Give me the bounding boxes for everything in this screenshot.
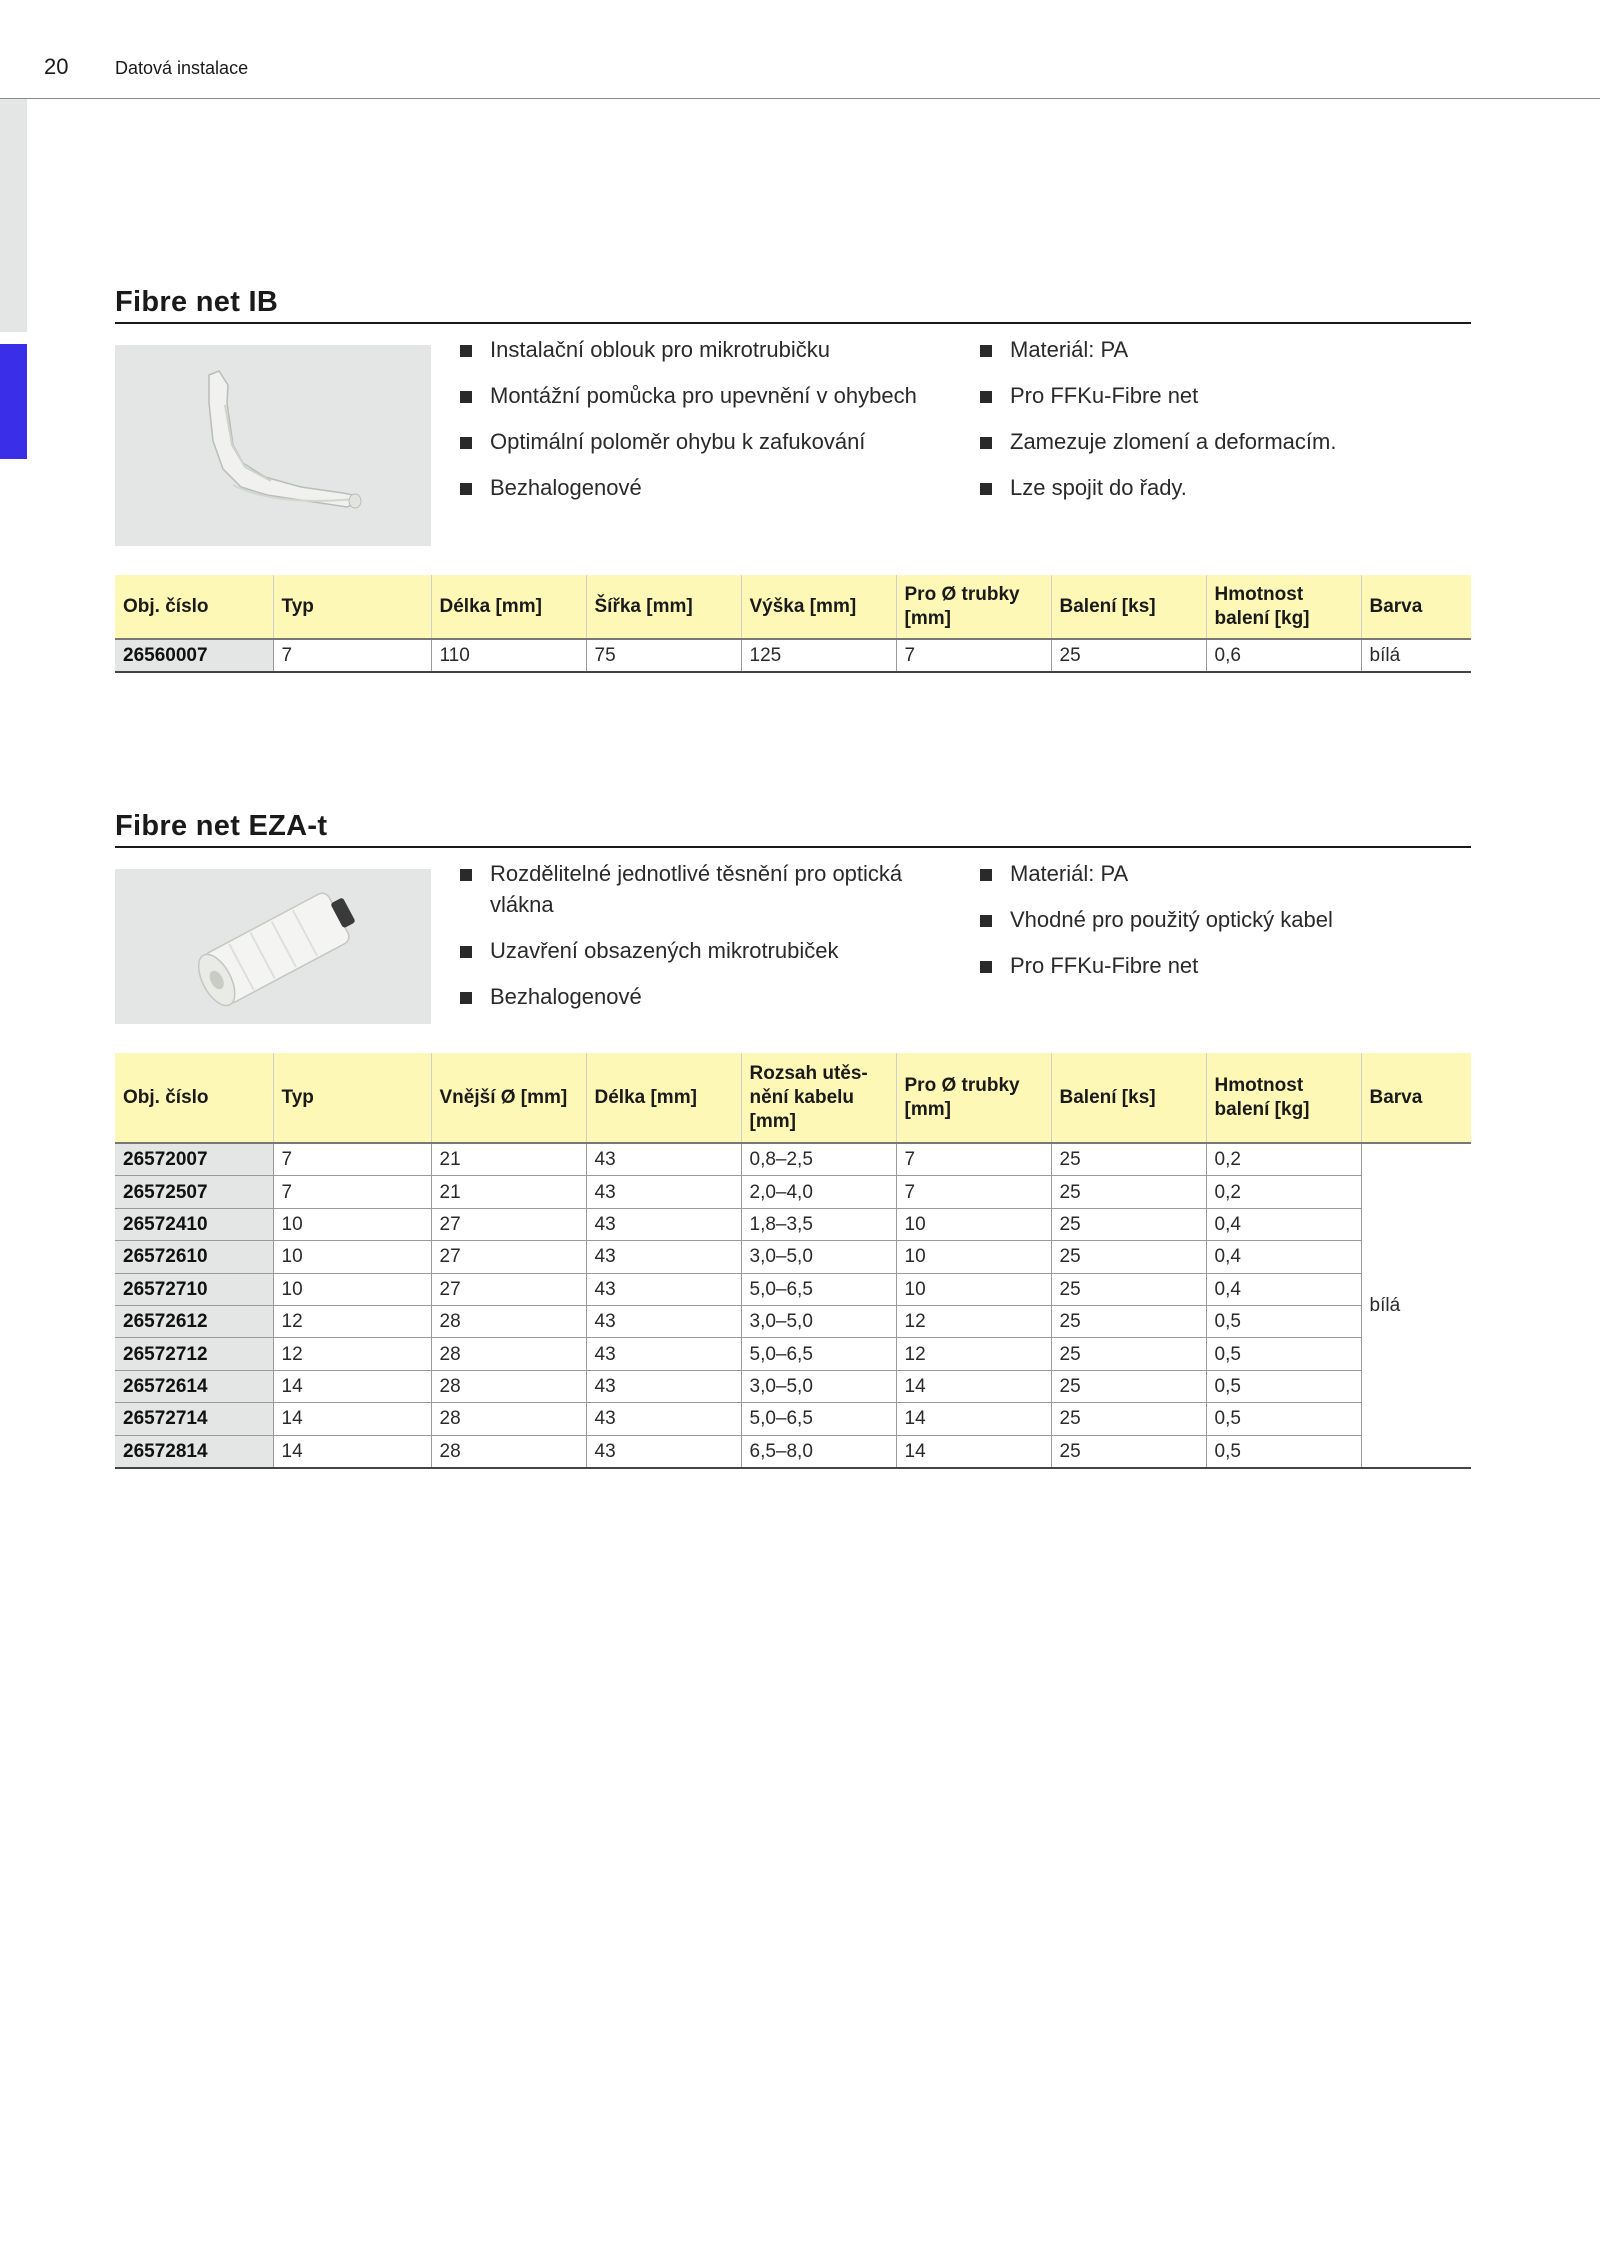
table-row [115, 1403, 1471, 1435]
table-cell: 7 [273, 1176, 431, 1208]
table-cell: 21 [431, 1176, 586, 1208]
feature-item: Lze spojit do řady. [980, 472, 1460, 503]
feature-list-right [980, 858, 1460, 996]
feature-item: Uzavření obsazených mikrotrubiček [460, 935, 950, 966]
table-cell: 0,5 [1206, 1435, 1361, 1468]
feature-item: Rozdělitelné jednotlivé těsnění pro optická vlákna [460, 858, 950, 920]
table-cell: 0,5 [1206, 1338, 1361, 1370]
product-photo [115, 869, 431, 1024]
table-cell: 0,6 [1206, 639, 1361, 672]
table-row [115, 1273, 1471, 1305]
spec-table [115, 1053, 1471, 1469]
table-cell: 28 [431, 1435, 586, 1468]
table-cell: 10 [273, 1273, 431, 1305]
bullet-square-icon [980, 391, 992, 403]
table-header-row [115, 575, 1471, 639]
table-cell: 12 [896, 1305, 1051, 1337]
bullet-square-icon [980, 961, 992, 973]
feature-item: Instalační oblouk pro mikrotrubičku [460, 334, 930, 365]
table-cell: 27 [431, 1208, 586, 1240]
table-cell: 14 [896, 1435, 1051, 1468]
table-cell: 14 [273, 1370, 431, 1402]
table-cell: 10 [896, 1241, 1051, 1273]
column-header: Délka [mm] [586, 1053, 741, 1143]
table-cell: 1,8–3,5 [741, 1208, 896, 1240]
table-cell: 25 [1051, 1176, 1206, 1208]
table-cell: 75 [586, 639, 741, 672]
column-header: Obj. číslo [115, 575, 273, 639]
table-cell: 12 [273, 1305, 431, 1337]
table-cell: 43 [586, 1241, 741, 1273]
seal-insert-image [115, 869, 431, 1024]
table-cell: 0,4 [1206, 1273, 1361, 1305]
table-cell: 25 [1051, 1208, 1206, 1240]
table-cell: 7 [896, 1143, 1051, 1176]
order-number-cell: 26572714 [115, 1403, 273, 1435]
table-cell: 25 [1051, 1273, 1206, 1305]
order-number-cell: 26572507 [115, 1176, 273, 1208]
table-cell: 43 [586, 1338, 741, 1370]
column-header: Šířka [mm] [586, 575, 741, 639]
table-cell: 28 [431, 1338, 586, 1370]
bullet-square-icon [460, 946, 472, 958]
table-cell: 25 [1051, 639, 1206, 672]
feature-item: Pro FFKu-Fibre net [980, 950, 1460, 981]
bullet-square-icon [980, 345, 992, 357]
table-cell: 14 [896, 1370, 1051, 1402]
side-tab-gray [0, 99, 27, 332]
table-cell: 25 [1051, 1370, 1206, 1402]
feature-item: Bezhalogenové [460, 472, 930, 503]
table-row [115, 1370, 1471, 1402]
order-number-cell: 26572410 [115, 1208, 273, 1240]
feature-item: Zamezuje zlomení a deformacím. [980, 426, 1460, 457]
feature-item: Bezhalogenové [460, 981, 950, 1012]
table-row [115, 1143, 1471, 1176]
table-row [115, 639, 1471, 672]
table-cell: 10 [896, 1208, 1051, 1240]
table-cell: 3,0–5,0 [741, 1370, 896, 1402]
color-cell: bílá [1361, 1143, 1471, 1468]
table-cell: 43 [586, 1435, 741, 1468]
running-title: Datová instalace [115, 58, 249, 78]
column-header: Pro Ø trubky [mm] [896, 1053, 1051, 1143]
column-header: Typ [273, 1053, 431, 1143]
table-cell: 0,4 [1206, 1208, 1361, 1240]
order-number-cell: 26572007 [115, 1143, 273, 1176]
table-cell: 3,0–5,0 [741, 1241, 896, 1273]
table-cell: 10 [896, 1273, 1051, 1305]
table-cell: 43 [586, 1370, 741, 1402]
table-cell: 0,5 [1206, 1403, 1361, 1435]
column-header: Rozsah utěs-nění kabelu [mm] [741, 1053, 896, 1143]
table-cell: 14 [273, 1403, 431, 1435]
table-cell: 7 [273, 1143, 431, 1176]
table-cell: 43 [586, 1305, 741, 1337]
table-cell: 110 [431, 639, 586, 672]
table-cell: 14 [896, 1403, 1051, 1435]
column-header: Délka [mm] [431, 575, 586, 639]
table-cell: 43 [586, 1273, 741, 1305]
table-cell: 25 [1051, 1403, 1206, 1435]
table-row [115, 1305, 1471, 1337]
bullet-square-icon [460, 483, 472, 495]
table-cell: 43 [586, 1208, 741, 1240]
table-cell: 25 [1051, 1305, 1206, 1337]
table-cell: 0,4 [1206, 1241, 1361, 1273]
table-cell: 21 [431, 1143, 586, 1176]
page-number: 20 [44, 54, 69, 79]
feature-item: Materiál: PA [980, 858, 1460, 889]
table-cell: 7 [896, 1176, 1051, 1208]
table-cell: 14 [273, 1435, 431, 1468]
table-cell: 43 [586, 1176, 741, 1208]
bullet-square-icon [980, 915, 992, 927]
table-cell: 5,0–6,5 [741, 1403, 896, 1435]
table-cell: 25 [1051, 1435, 1206, 1468]
order-number-cell: 26572610 [115, 1241, 273, 1273]
bullet-square-icon [460, 391, 472, 403]
order-number-cell: 26572712 [115, 1338, 273, 1370]
order-number-cell: 26572612 [115, 1305, 273, 1337]
table-cell: 125 [741, 639, 896, 672]
table-cell: 2,0–4,0 [741, 1176, 896, 1208]
table-row [115, 1435, 1471, 1468]
table-cell: 0,2 [1206, 1143, 1361, 1176]
table-row [115, 1338, 1471, 1370]
order-number-cell: 26572814 [115, 1435, 273, 1468]
table-cell: 5,0–6,5 [741, 1273, 896, 1305]
product-section-eza-t [115, 806, 1471, 1462]
table-cell: 43 [586, 1403, 741, 1435]
table-cell: 0,8–2,5 [741, 1143, 896, 1176]
feature-list-right [980, 334, 1460, 518]
table-cell: 0,5 [1206, 1305, 1361, 1337]
table-cell: 28 [431, 1305, 586, 1337]
table-cell: 12 [896, 1338, 1051, 1370]
order-number-cell: 26560007 [115, 639, 273, 672]
table-cell: 10 [273, 1208, 431, 1240]
table-cell: 25 [1051, 1143, 1206, 1176]
table-row [115, 1241, 1471, 1273]
table-cell: 27 [431, 1241, 586, 1273]
table-cell: 5,0–6,5 [741, 1338, 896, 1370]
bullet-square-icon [460, 437, 472, 449]
column-header: Hmotnost balení [kg] [1206, 1053, 1361, 1143]
feature-list-left [460, 858, 950, 1027]
feature-item: Pro FFKu-Fibre net [980, 380, 1460, 411]
column-header: Barva [1361, 1053, 1471, 1143]
table-cell: 25 [1051, 1338, 1206, 1370]
table-cell: 6,5–8,0 [741, 1435, 896, 1468]
table-cell: 25 [1051, 1241, 1206, 1273]
product-photo [115, 345, 431, 546]
table-cell: 43 [586, 1143, 741, 1176]
bullet-square-icon [980, 437, 992, 449]
table-cell: 0,2 [1206, 1176, 1361, 1208]
header-divider [0, 98, 1600, 99]
table-cell: 3,0–5,0 [741, 1305, 896, 1337]
bullet-square-icon [980, 483, 992, 495]
order-number-cell: 26572710 [115, 1273, 273, 1305]
column-header: Výška [mm] [741, 575, 896, 639]
table-body [115, 1143, 1471, 1468]
product-section-ib [115, 282, 1471, 667]
feature-item: Optimální poloměr ohybu k zafukování [460, 426, 930, 457]
table-cell: 10 [273, 1241, 431, 1273]
bend-fitting-image [115, 345, 431, 546]
table-cell: 28 [431, 1370, 586, 1402]
feature-item: Vhodné pro použitý optický kabel [980, 904, 1460, 935]
feature-list-left [460, 334, 930, 518]
table-header-row [115, 1053, 1471, 1143]
column-header: Pro Ø trubky [mm] [896, 575, 1051, 639]
feature-item: Montážní pomůcka pro upevnění v ohybech [460, 380, 930, 411]
table-cell: 28 [431, 1403, 586, 1435]
column-header: Balení [ks] [1051, 1053, 1206, 1143]
table-row [115, 1208, 1471, 1240]
bullet-square-icon [460, 345, 472, 357]
column-header: Vnější Ø [mm] [431, 1053, 586, 1143]
column-header: Obj. číslo [115, 1053, 273, 1143]
table-row [115, 1176, 1471, 1208]
table-cell: bílá [1361, 639, 1471, 672]
table-cell: 27 [431, 1273, 586, 1305]
table-cell: 7 [896, 639, 1051, 672]
spec-table [115, 575, 1471, 673]
column-header: Typ [273, 575, 431, 639]
order-number-cell: 26572614 [115, 1370, 273, 1402]
table-cell: 7 [273, 639, 431, 672]
column-header: Balení [ks] [1051, 575, 1206, 639]
table-cell: 12 [273, 1338, 431, 1370]
section-title: Fibre net IB [115, 282, 1471, 324]
bullet-square-icon [980, 869, 992, 881]
bullet-square-icon [460, 869, 472, 881]
column-header: Barva [1361, 575, 1471, 639]
table-cell: 0,5 [1206, 1370, 1361, 1402]
feature-item: Materiál: PA [980, 334, 1460, 365]
section-title: Fibre net EZA-t [115, 806, 1471, 848]
bullet-square-icon [460, 992, 472, 1004]
column-header: Hmotnost balení [kg] [1206, 575, 1361, 639]
side-tab-active [0, 344, 27, 459]
